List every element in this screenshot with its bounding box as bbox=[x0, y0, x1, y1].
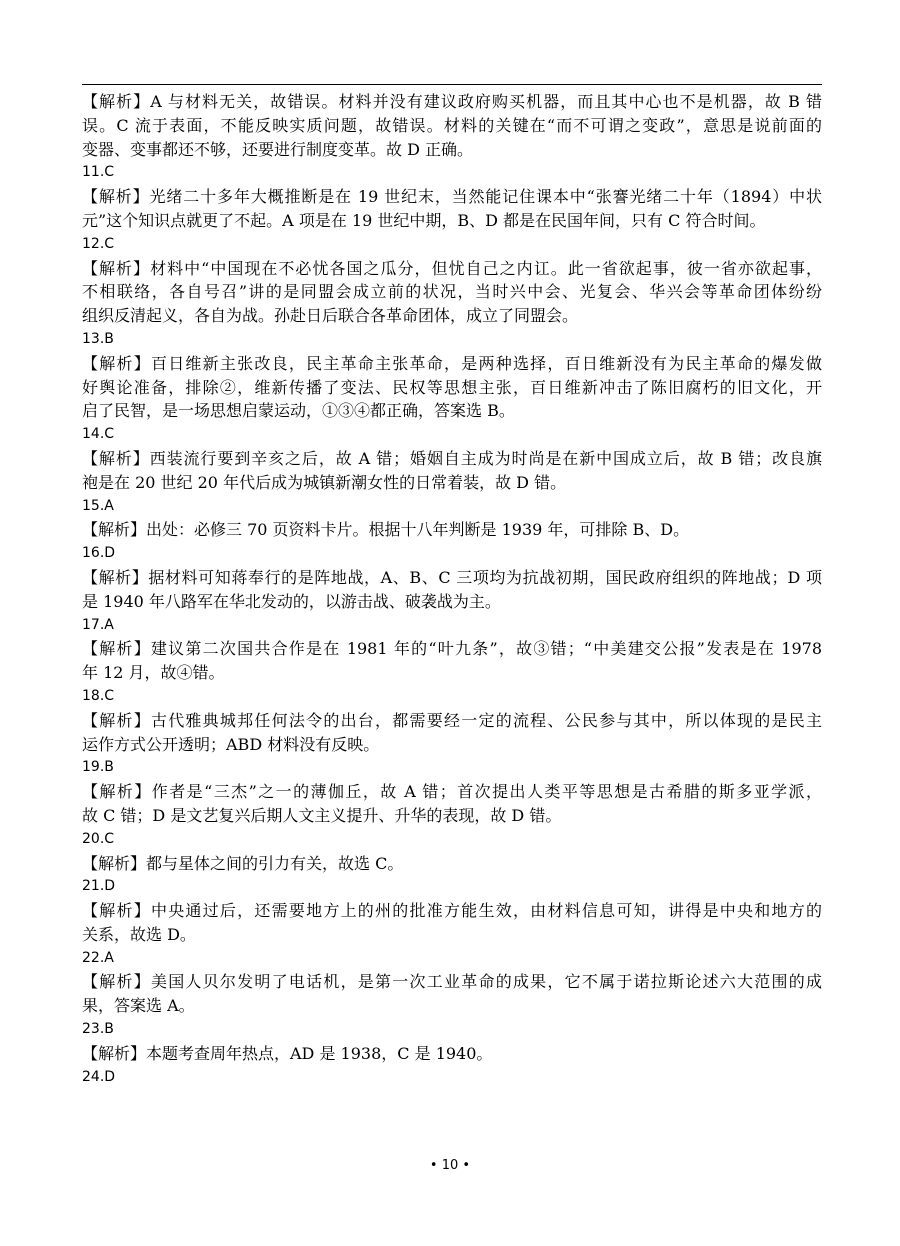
answer-number: 13.B bbox=[82, 330, 114, 347]
answer-item bbox=[82, 542, 822, 613]
answer-number: 15.A bbox=[82, 497, 114, 514]
text-line: 【解析】美国人贝尔发明了电话机，是第一次工业革命的成果，它不属于诺拉斯论述六大范围的成 bbox=[82, 972, 822, 992]
text-line: 关系，故选 D。 bbox=[82, 924, 196, 944]
answer-number: 24.D bbox=[82, 1068, 116, 1085]
answer-item bbox=[82, 614, 822, 685]
answer-number: 14.C bbox=[82, 426, 115, 443]
text-line: 【解析】中央通过后，还需要地方上的州的批准方能生效，由材料信息可知，讲得是中央和地方的 bbox=[82, 901, 822, 921]
text-line: 【解析】古代雅典城邦任何法令的出台，都需要经一定的流程、公民参与其中，所以体现的是民主 bbox=[82, 710, 822, 730]
answer-number: 23.B bbox=[82, 1021, 114, 1038]
text-line: 变器、变事都还不够，还要进行制度变革。故 D 正确。 bbox=[82, 139, 474, 159]
answer-number: 12.C bbox=[82, 235, 115, 252]
answer-item bbox=[82, 495, 822, 543]
text-line: 【解析】西装流行要到辛亥之后，故 A 错；婚姻自主成为时尚是在新中国成立后，故 B 错；改良旗 bbox=[82, 448, 822, 468]
answer-number: 22.A bbox=[82, 949, 114, 966]
text-line: 袍是在 20 世纪 20 年代后成为城镇新潮女性的日常着装，故 D 错。 bbox=[82, 472, 567, 492]
answer-item bbox=[82, 685, 822, 756]
text-line: 年 12 月，故④错。 bbox=[82, 663, 225, 683]
answer-item bbox=[82, 947, 822, 1018]
answer-number: 21.D bbox=[82, 878, 116, 895]
answer-item bbox=[82, 756, 822, 827]
intro-paragraph bbox=[82, 90, 822, 161]
answer-item bbox=[82, 328, 822, 423]
answer-item bbox=[82, 233, 822, 328]
answer-number: 18.C bbox=[82, 687, 115, 704]
text-line: 元”这个知识点就更了不起。A 项是在 19 世纪中期，B、D 都是在民国年间，只有 C 符合时间。 bbox=[82, 210, 766, 230]
text-line: 【解析】出处：必修三 70 页资料卡片。根据十八年判断是 1939 年，可排除 B、D。 bbox=[82, 520, 690, 540]
header-rule bbox=[82, 84, 822, 85]
answer-item bbox=[82, 423, 822, 494]
answer-number: 11.C bbox=[82, 164, 115, 181]
answer-number: 19.B bbox=[82, 759, 114, 776]
answer-number: 17.A bbox=[82, 616, 114, 633]
answer-number: 16.D bbox=[82, 545, 116, 562]
text-line: 组织反清起义，各自为战。孙赴日后联合各革命团体，成立了同盟会。 bbox=[82, 306, 579, 326]
text-line: 不相联络，各自号召”讲的是同盟会成立前的状况，当时兴中会、光复会、华兴会等革命团体纷纷 bbox=[82, 282, 822, 302]
answer-explanations bbox=[82, 90, 822, 1089]
text-line: 【解析】材料中“中国现在不必忧各国之瓜分，但忧自己之内讧。此一省欲起事，彼一省亦欲起事， bbox=[82, 258, 822, 278]
answer-item bbox=[82, 1066, 822, 1090]
text-line: 【解析】据材料可知蒋奉行的是阵地战，A、B、C 三项均为抗战初期，国民政府组织的阵地战；D 项 bbox=[82, 567, 822, 587]
page-number: • 10 • bbox=[429, 1158, 471, 1173]
text-line: 是 1940 年八路军在华北发动的，以游击战、破袭战为主。 bbox=[82, 591, 501, 611]
text-line: 【解析】A 与材料无关，故错误。材料并没有建议政府购买机器，而且其中心也不是机器，故 B 错 bbox=[82, 92, 822, 111]
text-line: 故 C 错；D 是文艺复兴后期人文主义提升、升华的表现，故 D 错。 bbox=[82, 805, 562, 825]
text-line: 【解析】本题考查周年热点，AD 是 1938，C 是 1940。 bbox=[82, 1043, 493, 1063]
text-line: 【解析】作者是“三杰”之一的薄伽丘，故 A 错；首次提出人类平等思想是古希腊的斯多亚学派， bbox=[82, 782, 822, 802]
text-line: 启了民智，是一场思想启蒙运动，①③④都正确，答案选 B。 bbox=[82, 401, 515, 421]
text-line: 误。C 流于表面，不能反映实质问题，故错误。材料的关键在“而不可谓之变政”，意思是说前面的 bbox=[82, 115, 822, 135]
answer-item bbox=[82, 161, 822, 232]
text-line: 【解析】光绪二十多年大概推断是在 19 世纪末，当然能记住课本中“张謇光绪二十年（1894）中状 bbox=[82, 187, 822, 207]
text-line: 【解析】百日维新主张改良，民主革命主张革命，是两种选择，百日维新没有为民主革命的爆发做 bbox=[82, 353, 822, 373]
text-line: 【解析】建议第二次国共合作是在 1981 年的“叶九条”，故③错；“中美建交公报”发表是在 1978 bbox=[82, 639, 822, 659]
answer-item bbox=[82, 875, 822, 946]
text-line: 运作方式公开透明；ABD 材料没有反映。 bbox=[82, 734, 380, 754]
answer-number: 20.C bbox=[82, 830, 115, 847]
answer-item bbox=[82, 828, 822, 876]
text-line: 【解析】都与星体之间的引力有关，故选 C。 bbox=[82, 853, 404, 873]
answer-item bbox=[82, 1018, 822, 1066]
text-line: 好舆论准备，排除②，维新传播了变法、民权等思想主张，百日维新冲击了陈旧腐朽的旧文化，开 bbox=[82, 377, 822, 397]
text-line: 果，答案选 A。 bbox=[82, 996, 195, 1016]
